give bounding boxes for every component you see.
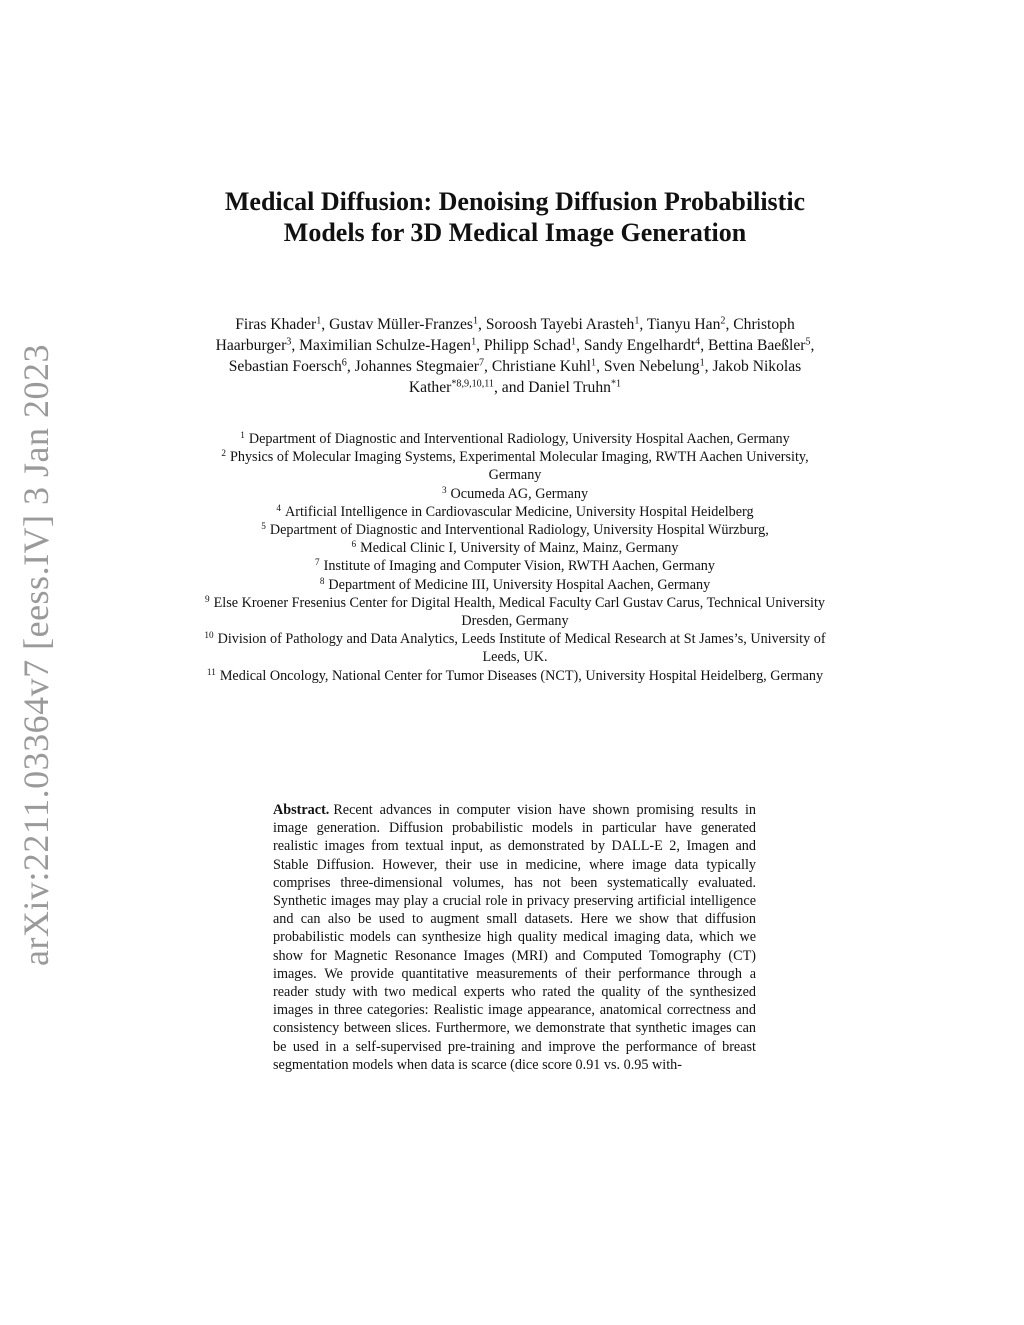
author-separator: ,: [346, 358, 355, 375]
author-affiliation-mark: 1: [634, 315, 640, 327]
affiliation-number: 8: [319, 575, 325, 586]
affiliation-text: Department of Diagnostic and Interventional Radiology, University Hospital Würzburg,: [269, 522, 769, 539]
author-affiliation-mark: 7: [478, 357, 485, 369]
author-affiliation-mark: 2: [720, 315, 726, 327]
author-name: Sven Nebelung: [603, 358, 700, 375]
author-name: Johannes Stegmaier: [354, 358, 479, 375]
affiliation-number: 10: [204, 630, 214, 641]
author-separator: ,: [596, 358, 604, 375]
affiliation-list: [200, 430, 830, 685]
author-separator: ,: [291, 337, 300, 354]
author-name: Tianyu Han: [646, 316, 721, 333]
author-name: Firas Khader: [235, 316, 317, 333]
affiliation-text: Institute of Imaging and Computer Vision, RWTH Aachen, Germany: [323, 558, 715, 575]
affiliation: [200, 557, 830, 575]
affiliation: [200, 630, 830, 666]
author-name: Sebastian Foersch: [228, 358, 342, 375]
author-name: and Daniel Truhn: [501, 379, 611, 396]
author-name: Jakob Nikolas Kather: [408, 358, 802, 396]
author: [484, 337, 584, 354]
author-name: Sandy Engelhardt: [583, 337, 696, 354]
author-list: [215, 314, 815, 398]
author-affiliation-mark: 4: [695, 336, 701, 348]
abstract-text: Recent advances in computer vision have shown promising results in image generation. Diffusion probabilistic models in particular have generated realistic images from textual input, as demonstrated by DALL-E 2, Imagen and Stable Diffusion. However, their use in medicine, where image data typically comprises three-dimensional volumes, has not been systematically evaluated. Synthetic images may play a crucial role in privacy preserving artificial intelligence and can also be used to augment small datasets. Here we show that diffusion probabilistic models can synthesize high quality medical imaging data, which we show for Magnetic Resonance Images (MRI) and Computed Tomography (CT) images. We provide quantitative measurements of their performance through a reader study with two medical experts who rated the quality of the synthesized images in three categories: Realistic image appearance, anatomical correctness and consistency between slices. Furthermore, we demonstrate that synthetic images can be used in a self-supervised pre-training and improve the performance of breast segmentation models when data is scarce (dice score 0.91 vs. 0.95 with-: [273, 802, 756, 1073]
author: [502, 379, 621, 396]
author-separator: ,: [704, 358, 713, 375]
author: [329, 316, 486, 333]
author-affiliation-mark: 3: [286, 336, 292, 348]
affiliation-text: Division of Pathology and Data Analytics, Leeds Institute of Medical Research at St James’s, University of Leeds, UK.: [217, 631, 826, 666]
author-name: Soroosh Tayebi Arasteh: [485, 316, 635, 333]
affiliation: [200, 430, 830, 448]
affiliation: [200, 521, 830, 539]
affiliation-number: 3: [441, 484, 447, 495]
affiliation-number: 7: [315, 557, 320, 568]
author: [235, 316, 329, 333]
affiliation: [200, 448, 830, 484]
paper-title: Medical Diffusion: Denoising Diffusion Probabilistic Models for 3D Medical Image Generation: [224, 187, 806, 247]
affiliation-number: 6: [351, 539, 357, 550]
affiliation-text: Else Kroener Fresenius Center for Digital Health, Medical Faculty Carl Gustav Carus, Technical University Dresden, Germany: [213, 594, 825, 630]
affiliation-number: 4: [276, 502, 282, 513]
abstract-label: Abstract.: [273, 802, 330, 818]
author-affiliation-mark: 1: [316, 315, 322, 327]
author-affiliation-mark: 1: [591, 357, 597, 369]
author-separator: ,: [321, 316, 330, 333]
author-separator: ,: [810, 337, 815, 354]
author: [229, 358, 355, 375]
author-name: Bettina Baeßler: [708, 337, 806, 354]
affiliation-text: Medical Oncology, National Center for Tumor Diseases (NCT), University Hospital Heidelberg, Germany: [219, 667, 824, 684]
author: [492, 358, 604, 375]
affiliation-number: 11: [206, 666, 216, 677]
affiliation-number: 2: [221, 448, 226, 459]
affiliation: [200, 594, 830, 630]
author-name: Gustav Müller-Franzes: [329, 316, 473, 333]
author-name: Christoph Haarburger: [215, 316, 795, 354]
affiliation: [200, 485, 830, 503]
author-separator: ,: [639, 316, 647, 333]
affiliation-number: 1: [240, 429, 245, 440]
author: [299, 337, 484, 354]
affiliation-text: Physics of Molecular Imaging Systems, Experimental Molecular Imaging, RWTH Aachen University, Germany: [229, 449, 809, 484]
author-separator: ,: [494, 379, 502, 396]
affiliation-text: Artificial Intelligence in Cardiovascular Medicine, University Hospital Heidelberg: [285, 503, 754, 520]
author-separator: ,: [476, 337, 484, 354]
affiliation: [200, 503, 830, 521]
affiliation-number: 9: [204, 593, 210, 604]
author: [355, 358, 492, 375]
author-affiliation-mark: 1: [571, 336, 577, 348]
author-separator: ,: [484, 358, 492, 375]
author-separator: ,: [478, 316, 486, 333]
author-separator: ,: [725, 316, 734, 333]
affiliation: [200, 539, 830, 557]
author-name: Maximilian Schulze-Hagen: [299, 337, 472, 354]
author-separator: ,: [700, 337, 709, 354]
author: [708, 337, 814, 354]
author: [604, 358, 713, 375]
arxiv-identifier: arXiv:2211.03364v7 [eess.IV] 3 Jan 2023: [16, 343, 56, 967]
affiliation-number: 5: [261, 520, 266, 531]
author-affiliation-mark: 6: [341, 357, 347, 369]
author-affiliation-mark: *8,9,10,11: [451, 378, 494, 390]
affiliation: [200, 576, 830, 594]
abstract: [273, 801, 756, 1074]
author-affiliation-mark: 1: [472, 315, 479, 327]
author-affiliation-mark: *1: [610, 378, 622, 390]
affiliation-text: Department of Diagnostic and Interventional Radiology, University Hospital Aachen, Germany: [248, 431, 790, 447]
author-name: Philipp Schad: [483, 337, 571, 354]
author: [486, 316, 647, 333]
affiliation-text: Medical Clinic I, University of Mainz, Mainz, Germany: [360, 540, 679, 557]
author: [584, 337, 708, 354]
affiliation-text: Ocumeda AG, Germany: [450, 485, 589, 502]
author-affiliation-mark: 1: [471, 336, 477, 348]
author-name: Christiane Kuhl: [491, 358, 591, 375]
author: [647, 316, 733, 333]
affiliation: [200, 667, 830, 685]
author-affiliation-mark: 1: [699, 357, 705, 369]
author-affiliation-mark: 5: [805, 336, 811, 348]
arxiv-sidebar: [6, 343, 66, 967]
author-separator: ,: [576, 337, 584, 354]
affiliation-text: Department of Medicine III, University Hospital Aachen, Germany: [328, 576, 711, 593]
